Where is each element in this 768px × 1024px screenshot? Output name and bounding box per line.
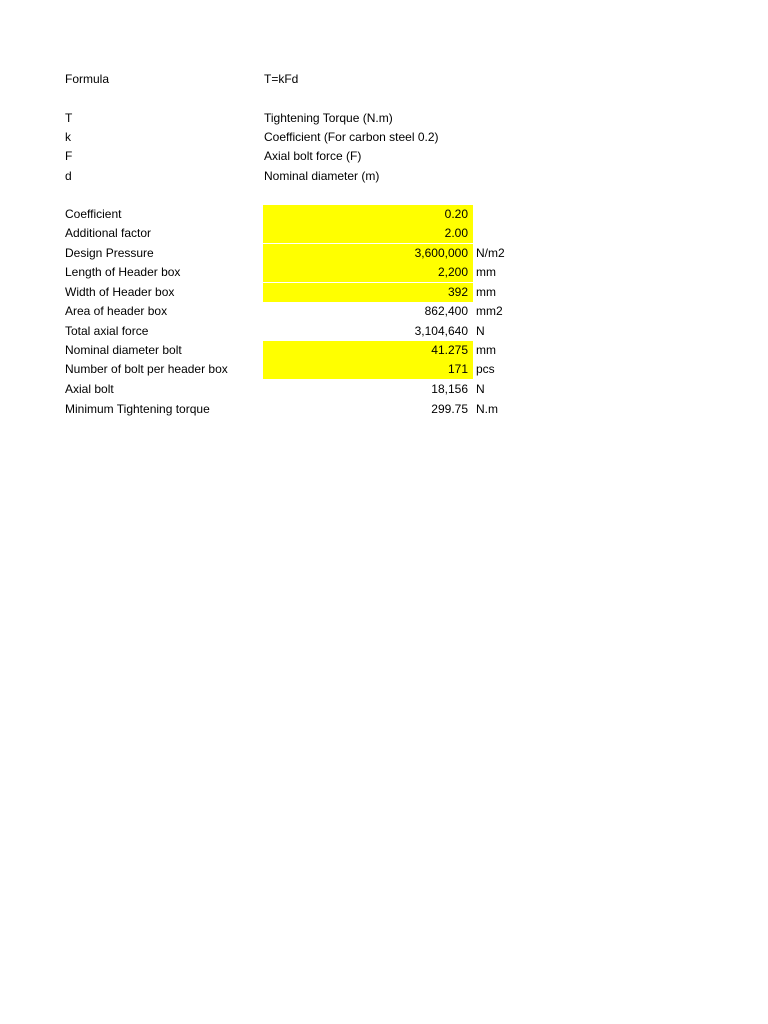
parameter-row (0, 302, 768, 321)
parameter-row (0, 400, 768, 419)
definition-symbol[interactable]: F (65, 149, 73, 163)
definition-row (0, 167, 768, 186)
parameter-value-input[interactable]: 41.275 (263, 341, 473, 360)
parameter-label[interactable]: Length of Header box (65, 265, 181, 279)
parameter-label[interactable]: Minimum Tightening torque (65, 402, 210, 416)
parameter-value-input[interactable]: 171 (263, 360, 473, 379)
formula-row (0, 70, 768, 89)
parameter-unit[interactable]: N (476, 382, 485, 396)
parameter-label[interactable]: Design Pressure (65, 246, 154, 260)
parameter-value-input[interactable]: 3,600,000 (263, 244, 473, 263)
definition-row (0, 147, 768, 166)
parameter-unit[interactable]: N/m2 (476, 246, 505, 260)
definition-description[interactable]: Tightening Torque (N.m) (264, 111, 393, 125)
parameter-label[interactable]: Nominal diameter bolt (65, 343, 182, 357)
parameter-label[interactable]: Area of header box (65, 304, 168, 318)
definition-symbol[interactable]: d (65, 169, 72, 183)
parameter-unit[interactable]: mm2 (476, 304, 503, 318)
parameter-unit[interactable]: N.m (476, 402, 498, 416)
parameter-value[interactable]: 18,156 (431, 382, 468, 396)
parameter-value-input[interactable]: 392 (263, 283, 473, 302)
parameter-label[interactable]: Additional factor (65, 226, 152, 240)
parameter-unit[interactable]: mm (476, 285, 496, 299)
parameter-label[interactable]: Coefficient (65, 207, 122, 221)
parameter-row (0, 263, 768, 282)
parameter-unit[interactable]: pcs (476, 362, 495, 376)
formula-label[interactable]: Formula (65, 72, 110, 86)
parameter-label[interactable]: Number of bolt per header box (65, 362, 228, 376)
parameter-label[interactable]: Total axial force (65, 324, 149, 338)
parameter-value[interactable]: 862,400 (424, 304, 468, 318)
parameter-value-input[interactable]: 2,200 (263, 263, 473, 282)
parameter-row (0, 341, 768, 360)
parameter-value[interactable]: 299.75 (431, 402, 468, 416)
parameter-row (0, 360, 768, 379)
definition-description[interactable]: Coefficient (For carbon steel 0.2) (264, 130, 439, 144)
parameter-row (0, 322, 768, 341)
parameter-unit[interactable]: mm (476, 265, 496, 279)
definition-description[interactable]: Nominal diameter (m) (264, 169, 380, 183)
definition-description[interactable]: Axial bolt force (F) (264, 149, 362, 163)
parameter-row (0, 205, 768, 224)
parameter-unit[interactable]: mm (476, 343, 496, 357)
definition-row (0, 128, 768, 147)
parameter-value-input[interactable]: 0.20 (263, 205, 473, 224)
parameter-value-input[interactable]: 2.00 (263, 224, 473, 243)
parameter-row (0, 283, 768, 302)
formula-value[interactable]: T=kFd (264, 72, 299, 86)
parameter-unit[interactable]: N (476, 324, 485, 338)
parameter-label[interactable]: Width of Header box (65, 285, 175, 299)
parameter-label[interactable]: Axial bolt (65, 382, 114, 396)
definition-row (0, 109, 768, 128)
parameter-row (0, 224, 768, 243)
parameter-value[interactable]: 3,104,640 (414, 324, 468, 338)
parameter-row (0, 380, 768, 399)
definition-symbol[interactable]: k (65, 130, 71, 144)
definition-symbol[interactable]: T (65, 111, 73, 125)
parameter-row (0, 244, 768, 263)
